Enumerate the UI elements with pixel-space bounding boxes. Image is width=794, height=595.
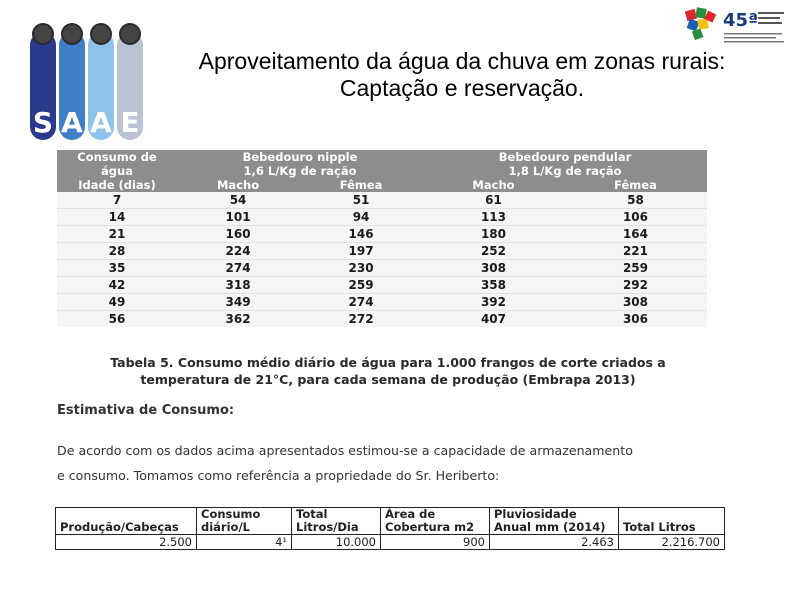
table-cell: 230	[299, 260, 423, 277]
table-header-cell: Pluviosidade Anual mm (2014)	[490, 508, 619, 535]
table-cell: 259	[564, 260, 707, 277]
svg-text:A: A	[90, 106, 112, 139]
table-cell: 900	[381, 535, 490, 550]
table-cell: 146	[299, 226, 423, 243]
table-cell: 292	[564, 277, 707, 294]
table-cell: 58	[564, 192, 707, 209]
table-row	[57, 311, 707, 328]
table-row	[56, 535, 725, 550]
caption-line2: temperatura de 21°C, para cada semana de produção (Embrapa 2013)	[140, 372, 636, 387]
paragraph-line1: De acordo com os dados acima apresentados estimou-se a capacidade de armazenamento	[57, 443, 633, 458]
table-cell: 2.216.700	[619, 535, 725, 550]
paragraph-line2: e consumo. Tomamos como referência a propriedade do Sr. Heriberto:	[57, 468, 500, 483]
svg-text:45ª: 45ª	[723, 10, 759, 31]
table-cell: 10.000	[292, 535, 381, 550]
table-header-cell: Consumo diário/L	[197, 508, 292, 535]
table-header-row	[56, 508, 725, 535]
caption-line1: Tabela 5. Consumo médio diário de água para 1.000 frangos de corte criados a	[110, 355, 666, 370]
table-cell: 221	[564, 243, 707, 260]
table-cell: 224	[177, 243, 299, 260]
table-row	[57, 243, 707, 260]
table-header-cell: Bebedouro nipple	[177, 150, 423, 164]
table-cell: 180	[423, 226, 564, 243]
svg-text:S: S	[32, 106, 54, 139]
table-header-row	[57, 178, 707, 192]
table-cell: 164	[564, 226, 707, 243]
table-cell: 49	[57, 294, 177, 311]
slide-title-line1: Aproveitamento da água da chuva em zonas rurais:	[198, 48, 726, 74]
svg-text:A: A	[61, 106, 83, 139]
table-cell: 4¹	[197, 535, 292, 550]
table-header-cell: Consumo de	[57, 150, 177, 164]
table-cell: 21	[57, 226, 177, 243]
table-cell: 349	[177, 294, 299, 311]
table-cell: 274	[177, 260, 299, 277]
table-header-cell: Idade (dias)	[57, 178, 177, 192]
table-header-row	[57, 164, 707, 178]
table-cell: 42	[57, 277, 177, 294]
table-row	[57, 277, 707, 294]
table-cell: 407	[423, 311, 564, 328]
table-cell: 274	[299, 294, 423, 311]
table-header-cell: 1,8 L/Kg de ração	[423, 164, 707, 178]
table-header-cell: Produção/Cabeças	[56, 508, 197, 535]
table-cell: 28	[57, 243, 177, 260]
table-cell: 35	[57, 260, 177, 277]
table-cell: 308	[564, 294, 707, 311]
table-cell: 2.463	[490, 535, 619, 550]
table-cell: 308	[423, 260, 564, 277]
table-header-cell: Total Litros	[619, 508, 725, 535]
table-header-cell: Total Litros/Dia	[292, 508, 381, 535]
saae-logo	[26, 20, 148, 142]
table-cell: 94	[299, 209, 423, 226]
event-logo	[682, 6, 788, 48]
table-cell: 106	[564, 209, 707, 226]
table-row	[57, 260, 707, 277]
table-header-row	[57, 150, 707, 164]
table-cell: 2.500	[56, 535, 197, 550]
table-cell: 56	[57, 311, 177, 328]
table-header-cell: Área de Cobertura m2	[381, 508, 490, 535]
table-header-cell: Macho	[423, 178, 564, 192]
table-cell: 392	[423, 294, 564, 311]
table-cell: 7	[57, 192, 177, 209]
table-header-cell: Fêmea	[299, 178, 423, 192]
table-cell: 51	[299, 192, 423, 209]
table-row	[57, 192, 707, 209]
slide-title	[150, 48, 774, 102]
table-row	[57, 226, 707, 243]
table-cell: 362	[177, 311, 299, 328]
table-cell: 54	[177, 192, 299, 209]
estimate-heading: Estimativa de Consumo:	[57, 403, 235, 418]
svg-text:E: E	[120, 106, 140, 139]
table-cell: 259	[299, 277, 423, 294]
table-cell: 318	[177, 277, 299, 294]
table-header-cell: água	[57, 164, 177, 178]
table-header-cell: Bebedouro pendular	[423, 150, 707, 164]
water-consumption-table	[57, 150, 707, 327]
table-cell: 272	[299, 311, 423, 328]
table-cell: 252	[423, 243, 564, 260]
table-caption	[78, 354, 698, 388]
table-cell: 358	[423, 277, 564, 294]
table-row	[57, 209, 707, 226]
table-row	[57, 294, 707, 311]
table-cell: 197	[299, 243, 423, 260]
table-cell: 113	[423, 209, 564, 226]
slide-title-line2: Captação e reservação.	[339, 75, 585, 101]
table-cell: 306	[564, 311, 707, 328]
table-cell: 101	[177, 209, 299, 226]
estimate-paragraph	[57, 438, 717, 488]
table-cell: 61	[423, 192, 564, 209]
table-cell: 14	[57, 209, 177, 226]
table-header-cell: Macho	[177, 178, 299, 192]
table-cell: 160	[177, 226, 299, 243]
table-header-cell: 1,6 L/Kg de ração	[177, 164, 423, 178]
storage-estimate-table	[55, 507, 725, 550]
table-header-cell: Fêmea	[564, 178, 707, 192]
